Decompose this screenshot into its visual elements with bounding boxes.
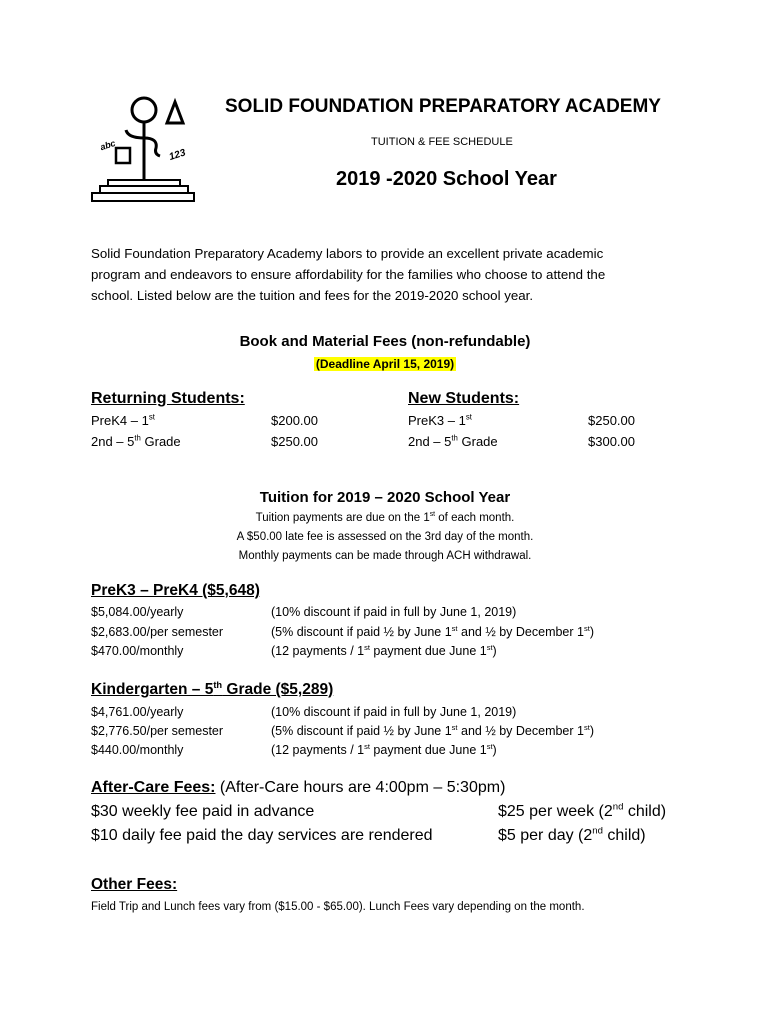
superscript: st [486, 642, 493, 652]
tuition-note [0, 550, 770, 562]
document-subtitle: TUITION & FEE SCHEDULE [371, 136, 513, 148]
new-amount: $250.00 [588, 413, 635, 428]
aftercare-sibling-fee [498, 827, 646, 845]
other-fees-text: Field Trip and Lunch fees vary from ($15.00 - $65.00). Lunch Fees vary depending on the month. [91, 901, 585, 913]
text-segment: Tuition payments are due on the 1 [255, 512, 430, 524]
plan-note [271, 625, 594, 639]
intro-paragraph [91, 243, 605, 306]
new-students-heading: New Students: [408, 390, 520, 407]
plan-note [271, 743, 497, 757]
superscript: st [465, 412, 472, 422]
plan-amount: $5,084.00/yearly [91, 605, 184, 619]
book-fees-heading: Book and Material Fees (non-refundable) [239, 333, 531, 350]
tuition-note [0, 512, 770, 524]
superscript: st [364, 642, 370, 652]
school-year: 2019 -2020 School Year [336, 168, 557, 190]
svg-text:abc: abc [98, 137, 117, 153]
text-segment: (10% discount if paid in full by June 1, 2019) [271, 705, 517, 719]
text-segment: payment due June 1 [369, 743, 487, 757]
text-segment: and ½ by December 1 [457, 625, 584, 639]
intro-line: Solid Foundation Preparatory Academy labors to provide an excellent private academic [91, 246, 604, 261]
aftercare-heading: After-Care Fees: [91, 779, 216, 796]
text-segment: Grade [140, 434, 181, 449]
new-amount: $300.00 [588, 434, 635, 449]
plan-note [271, 605, 516, 619]
returning-grade [91, 413, 155, 428]
superscript: st [583, 623, 590, 633]
text-segment: PreK4 – 1 [91, 413, 149, 428]
text-segment: payment due June 1 [369, 644, 487, 658]
plan-note [271, 705, 516, 719]
other-fees-heading: Other Fees: [91, 876, 178, 893]
text-segment: child) [623, 803, 667, 820]
new-grade [408, 434, 498, 449]
text-segment: A $50.00 late fee is assessed on the 3rd day of the month. [236, 531, 534, 543]
superscript: st [148, 412, 155, 422]
text-segment: Grade [457, 434, 498, 449]
text-segment: (10% discount if paid in full by June 1, 2019) [271, 605, 517, 619]
plan-heading-kindergarten [91, 681, 333, 699]
text-segment: PreK3 – PreK4 ($5,648) [91, 582, 260, 599]
text-segment: 2nd – 5 [408, 434, 452, 449]
plan-amount: $2,683.00/per semester [91, 625, 224, 639]
plan-amount: $470.00/monthly [91, 644, 184, 658]
intro-line: school. Listed below are the tuition and fees for the 2019-2020 school year. [91, 288, 534, 303]
text-segment: ) [589, 724, 594, 738]
plan-note [271, 644, 497, 658]
superscript: th [134, 433, 141, 443]
text-segment: Monthly payments can be made through ACH withdrawal. [238, 550, 532, 562]
returning-students-heading: Returning Students: [91, 390, 245, 407]
new-grade [408, 413, 472, 428]
text-segment: and ½ by December 1 [457, 724, 584, 738]
deadline-highlight: (Deadline April 15, 2019) [315, 357, 455, 371]
text-segment: (12 payments / 1 [271, 743, 365, 757]
plan-amount: $4,761.00/yearly [91, 705, 184, 719]
aftercare-fee [91, 803, 314, 821]
text-segment: $30 weekly fee paid in advance [91, 803, 315, 820]
plan-amount: $440.00/monthly [91, 743, 184, 757]
superscript: nd [612, 801, 624, 813]
school-name: SOLID FOUNDATION PREPARATORY ACADEMY [225, 96, 661, 117]
returning-grade [91, 434, 181, 449]
text-segment: Kindergarten – 5 [91, 681, 214, 698]
text-segment: ) [492, 644, 497, 658]
intro-line: program and endeavors to ensure affordability for the families who choose to attend the [91, 267, 606, 282]
text-segment: ) [589, 625, 594, 639]
superscript: st [451, 623, 458, 633]
text-segment: child) [602, 827, 646, 844]
aftercare-hours: (After-Care hours are 4:00pm – 5:30pm) [215, 779, 506, 796]
superscript: st [451, 722, 458, 732]
text-segment: (5% discount if paid ½ by June 1 [271, 625, 452, 639]
plan-amount: $2,776.50/per semester [91, 724, 224, 738]
text-segment: $25 per week (2 [498, 803, 613, 820]
returning-amount: $200.00 [271, 413, 318, 428]
superscript: th [213, 679, 223, 690]
text-segment: ) [492, 743, 497, 757]
superscript: nd [592, 825, 603, 837]
superscript: st [364, 741, 370, 751]
plan-heading-prek [91, 582, 260, 600]
text-segment: of each month. [435, 512, 515, 524]
aftercare-sibling-fee [498, 803, 666, 821]
aftercare-heading-line [91, 779, 505, 797]
tuition-note [0, 531, 770, 543]
aftercare-fee [91, 827, 433, 845]
text-segment: PreK3 – 1 [408, 413, 466, 428]
superscript: st [583, 722, 590, 732]
plan-note [271, 724, 594, 738]
text-segment: 2nd – 5 [91, 434, 135, 449]
svg-text:123: 123 [167, 147, 188, 164]
text-segment: Grade ($5,289) [222, 681, 334, 698]
superscript: st [486, 741, 493, 751]
superscript: st [429, 511, 436, 519]
text-segment: (5% discount if paid ½ by June 1 [271, 724, 452, 738]
text-segment: (12 payments / 1 [271, 644, 365, 658]
tuition-heading: Tuition for 2019 – 2020 School Year [259, 489, 511, 506]
text-segment: $5 per day (2 [498, 827, 593, 844]
returning-amount: $250.00 [271, 434, 318, 449]
school-logo [88, 90, 198, 210]
text-segment: $10 daily fee paid the day services are rendered [91, 827, 433, 844]
superscript: th [451, 433, 458, 443]
